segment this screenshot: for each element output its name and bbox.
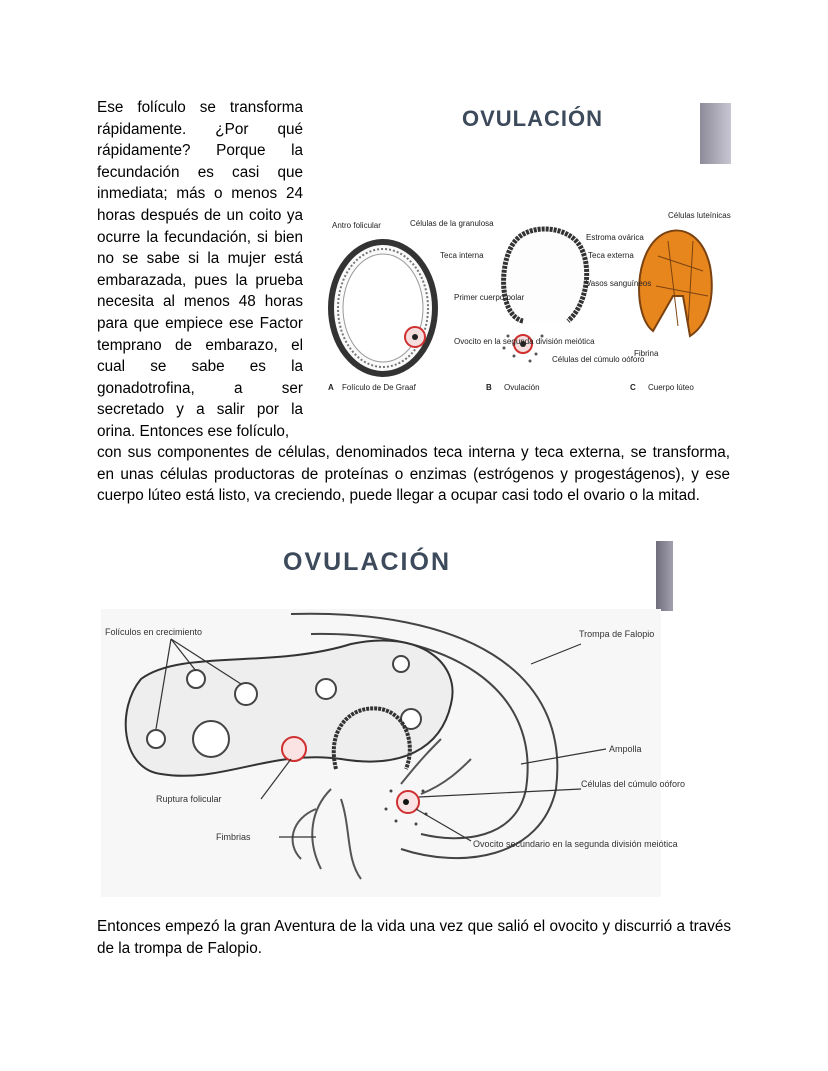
label-granulosa: Células de la granulosa — [410, 219, 494, 228]
caption-c-text: Cuerpo lúteo — [648, 383, 694, 392]
label-estroma: Estroma ovárica — [586, 233, 644, 242]
caption-a-text: Folículo de De Graaf — [342, 383, 416, 392]
graafian-follicle-drawing — [331, 242, 435, 374]
label-fibrina: Fibrina — [634, 349, 659, 358]
paragraph-intro-bottom: con sus componentes de células, denominados teca interna y teca externa, se transforma, en unas células productoras de proteínas o enzimas (estrógenos y progestágenos), y ese cuerpo lúteo está listo, va creciendo, puede llegar a ocupar casi todo el ovario o la mitad. — [97, 444, 730, 505]
paragraph-closing: Entonces empezó la gran Aventura de la vida una vez que salió el ovocito y discurrió a través de la trompa de Falopio. — [97, 918, 731, 957]
figure2-title: OVULACIÓN — [283, 548, 451, 576]
label-fimbrias: Fimbrias — [216, 832, 251, 842]
label-cumulo: Células del cúmulo oóforo — [552, 355, 645, 364]
label-ovocito-2: Ovocito secundario en la segunda división meiótica — [473, 839, 678, 849]
label-vasos: Vasos sanguíneos — [586, 279, 652, 288]
figure1-side-bar — [700, 103, 731, 164]
ruptured-follicle-oocyte — [282, 737, 306, 761]
label-trompa: Trompa de Falopio — [579, 629, 655, 639]
caption-b-text: Ovulación — [504, 383, 540, 392]
figure2-side-bar — [656, 541, 673, 611]
label-teca-interna: Teca interna — [440, 251, 484, 260]
figure2-diagram — [101, 609, 686, 897]
caption-a-letter: A — [328, 383, 334, 392]
figure1-title: OVULACIÓN — [462, 106, 603, 131]
label-ampolla: Ampolla — [609, 744, 642, 754]
label-foliculos: Folículos en crecimiento — [105, 627, 203, 637]
label-luteinicas: Células luteínicas — [668, 211, 731, 220]
label-ruptura: Ruptura folicular — [156, 794, 222, 804]
label-cumulo-2: Células del cúmulo oóforo — [581, 779, 686, 789]
label-ovocito: Ovocito en la segunda división meiótica — [454, 337, 595, 346]
label-teca-externa: Teca externa — [588, 251, 634, 260]
label-antro: Antro folicular — [332, 221, 381, 230]
figure1-diagram — [318, 196, 730, 402]
caption-c-letter: C — [630, 383, 636, 392]
paragraph-intro-top: Ese folículo se transforma rápidamente. ¿Por qué rápidamente? Porque la fecundación es casi que inmediata; más o menos 24 horas después de un coito ya ocurre la fecundación, si bien no se sabe si la mujer está embarazada, pues la prueba necesita al menos 48 horas para que empiece ese Factor temprano de embarazo, el cual se sabe es la gonadotrofina, a ser secretado y a salir por la orina. Entonces ese folículo, — [97, 99, 303, 440]
label-primer-cuerpo: Primer cuerpo polar — [454, 293, 525, 302]
caption-b-letter: B — [486, 383, 492, 392]
